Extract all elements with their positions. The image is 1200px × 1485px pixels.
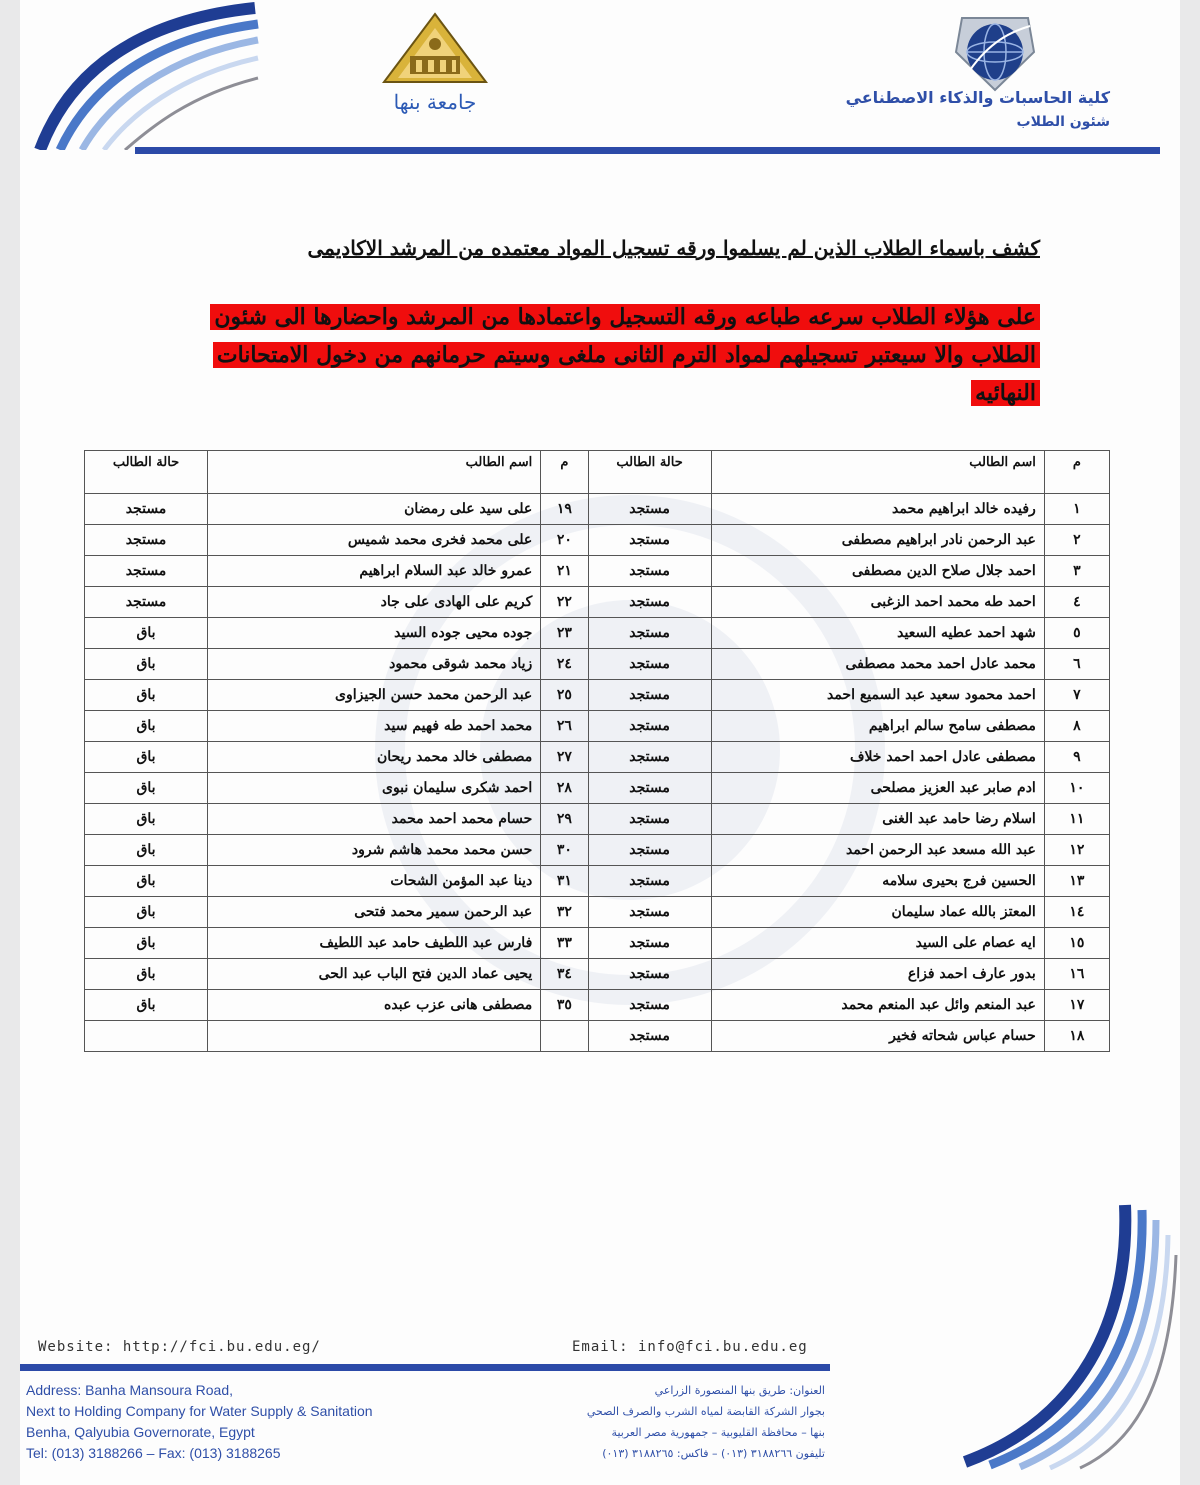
footer-address-line: Benha, Qalyubia Governorate, Egypt	[26, 1424, 255, 1440]
students-table	[84, 450, 1110, 1052]
col-header-status: حالة الطالب	[588, 451, 711, 494]
table-row	[85, 649, 1110, 680]
row-number: ٣٠	[541, 835, 588, 866]
student-status: باق	[85, 618, 208, 649]
student-status: مستجد	[588, 618, 711, 649]
student-status: باق	[85, 773, 208, 804]
student-name: المعتز بالله عماد سليمان	[711, 897, 1044, 928]
row-number: ٣١	[541, 866, 588, 897]
student-status: مستجد	[588, 835, 711, 866]
table-row	[85, 866, 1110, 897]
table-row	[85, 1021, 1110, 1052]
row-number: ١٤	[1044, 897, 1109, 928]
student-name: جوده محيى جوده السيد	[208, 618, 541, 649]
student-status: مستجد	[85, 556, 208, 587]
student-status: مستجد	[85, 587, 208, 618]
row-number: ٢٥	[541, 680, 588, 711]
table-row	[85, 711, 1110, 742]
table-row	[85, 804, 1110, 835]
table-row	[85, 556, 1110, 587]
student-status: مستجد	[588, 711, 711, 742]
student-name: عبد المنعم وائل عبد المنعم محمد	[711, 990, 1044, 1021]
student-name: عبد الرحمن محمد حسن الجيزاوى	[208, 680, 541, 711]
student-name: مصطفى هانى عزب عبده	[208, 990, 541, 1021]
row-number: ١٠	[1044, 773, 1109, 804]
col-header-name: اسم الطالب	[208, 451, 541, 494]
student-status: باق	[85, 649, 208, 680]
table-row	[85, 835, 1110, 866]
footer-phone-line: تليفون ٣١٨٨٢٦٦ (٠١٣) – فاكس: ٣١٨٨٢٦٥ (٠١٣)	[602, 1447, 825, 1460]
row-number: ٣٤	[541, 959, 588, 990]
header-divider	[135, 147, 1160, 154]
row-number	[541, 1021, 588, 1052]
student-status: مستجد	[588, 773, 711, 804]
student-name: ادم صابر عبد العزيز مصلحى	[711, 773, 1044, 804]
student-status: مستجد	[588, 990, 711, 1021]
footer-address-line: بجوار الشركة القابضة لمياه الشرب والصرف الصحي	[586, 1405, 825, 1418]
student-name: احمد جلال صلاح الدين مصطفى	[711, 556, 1044, 587]
student-name: على محمد فخرى محمد شميس	[208, 525, 541, 556]
row-number: ٢٢	[541, 587, 588, 618]
table-row	[85, 990, 1110, 1021]
student-name: حسن محمد محمد هاشم شرود	[208, 835, 541, 866]
footer-address-line: العنوان: طريق بنها المنصورة الزراعي	[654, 1384, 825, 1397]
student-name: رفيده خالد ابراهيم محمد	[711, 494, 1044, 525]
document-title: كشف باسماء الطلاب الذين لم يسلموا ورقه تسجيل المواد معتمده من المرشد الاكاديمى	[307, 236, 1040, 260]
row-number: ١٥	[1044, 928, 1109, 959]
row-number: ٢٨	[541, 773, 588, 804]
table-row	[85, 587, 1110, 618]
footer-phone-line: Tel: (013) 3188266 – Fax: (013) 3188265	[26, 1445, 281, 1461]
row-number: ٢٤	[541, 649, 588, 680]
department-name: شئون الطلاب	[1016, 114, 1110, 130]
student-status: مستجد	[588, 680, 711, 711]
row-number: ٢٧	[541, 742, 588, 773]
row-number: ١٣	[1044, 866, 1109, 897]
student-name: مصطفى سامح سالم ابراهيم	[711, 711, 1044, 742]
row-number: ٣٣	[541, 928, 588, 959]
row-number: ٣٢	[541, 897, 588, 928]
row-number: ١٢	[1044, 835, 1109, 866]
row-number: ١	[1044, 494, 1109, 525]
row-number: ٩	[1044, 742, 1109, 773]
student-status: باق	[85, 804, 208, 835]
student-name: حسام محمد احمد محمد	[208, 804, 541, 835]
student-status: مستجد	[588, 866, 711, 897]
student-name: محمد عادل احمد محمد مصطفى	[711, 649, 1044, 680]
footer-divider	[20, 1364, 830, 1371]
student-name: ايه عصام على السيد	[711, 928, 1044, 959]
student-name: بدور عارف احمد فزاع	[711, 959, 1044, 990]
student-status: مستجد	[588, 1021, 711, 1052]
table-row	[85, 928, 1110, 959]
students-table-body	[85, 494, 1110, 1052]
col-header-status: حالة الطالب	[85, 451, 208, 494]
student-status: مستجد	[588, 742, 711, 773]
student-name: احمد شكرى سليمان نبوى	[208, 773, 541, 804]
student-name: حسام عباس شحاته فخير	[711, 1021, 1044, 1052]
student-name: يحيى عماد الدين فتح الباب عبد الحى	[208, 959, 541, 990]
table-row	[85, 618, 1110, 649]
document-page	[20, 0, 1180, 1485]
col-header-name: اسم الطالب	[711, 451, 1044, 494]
student-status: مستجد	[85, 494, 208, 525]
footer-address-line: Address: Banha Mansoura Road,	[26, 1382, 234, 1398]
table-row	[85, 494, 1110, 525]
student-name: الحسين فرج بحيرى سلامه	[711, 866, 1044, 897]
table-row	[85, 897, 1110, 928]
student-status: باق	[85, 680, 208, 711]
student-status: مستجد	[588, 525, 711, 556]
row-number: ١٧	[1044, 990, 1109, 1021]
student-status: مستجد	[588, 649, 711, 680]
table-row	[85, 525, 1110, 556]
student-name: احمد محمود سعيد عبد السميع احمد	[711, 680, 1044, 711]
student-name: عبد الرحمن نادر ابراهيم مصطفى	[711, 525, 1044, 556]
row-number: ٢٦	[541, 711, 588, 742]
footer-website[interactable]: Website: http://fci.bu.edu.eg/	[38, 1339, 321, 1355]
warning-notice-text: على هؤلاء الطلاب سرعه طباعه ورقه التسجيل واعتمادها من المرشد واحضارها الى شئون الطلاب والا سيعتبر تسجيلهم لمواد الترم الثانى ملغى وسيتم حرمانهم من دخول الامتحانات النهائيه	[210, 304, 1040, 406]
table-row	[85, 959, 1110, 990]
student-status: مستجد	[588, 959, 711, 990]
student-status: باق	[85, 959, 208, 990]
benha-university-logo	[380, 12, 490, 84]
row-number: ٢٩	[541, 804, 588, 835]
student-name: شهد احمد عطيه السعيد	[711, 618, 1044, 649]
footer-address-english	[26, 1380, 373, 1464]
student-name	[208, 1021, 541, 1052]
footer-email[interactable]: Email: info@fci.bu.edu.eg	[572, 1339, 808, 1355]
student-name: عبد الرحمن سمير محمد فتحى	[208, 897, 541, 928]
student-status: باق	[85, 928, 208, 959]
row-number: ٣	[1044, 556, 1109, 587]
blue-swoosh-decoration	[30, 0, 260, 150]
row-number: ٨	[1044, 711, 1109, 742]
row-number: ٧	[1044, 680, 1109, 711]
row-number: ٢١	[541, 556, 588, 587]
col-header-number: م	[1044, 451, 1109, 494]
student-status: باق	[85, 742, 208, 773]
student-status: مستجد	[85, 525, 208, 556]
student-status: مستجد	[588, 587, 711, 618]
table-row	[85, 773, 1110, 804]
row-number: ٢	[1044, 525, 1109, 556]
student-status: مستجد	[588, 804, 711, 835]
warning-notice	[160, 298, 1040, 412]
col-header-number: م	[541, 451, 588, 494]
university-name: جامعة بنها	[393, 90, 477, 114]
blue-swoosh-decoration	[960, 1200, 1180, 1470]
student-name: على سيد على رمضان	[208, 494, 541, 525]
row-number: ٢٠	[541, 525, 588, 556]
row-number: ١٦	[1044, 959, 1109, 990]
row-number: ١٨	[1044, 1021, 1109, 1052]
student-name: فارس عبد اللطيف حامد عبد اللطيف	[208, 928, 541, 959]
student-status: باق	[85, 897, 208, 928]
student-name: محمد احمد طه فهيم سيد	[208, 711, 541, 742]
student-status: مستجد	[588, 928, 711, 959]
student-name: زياد محمد شوقى محمود	[208, 649, 541, 680]
student-status: باق	[85, 711, 208, 742]
student-status	[85, 1021, 208, 1052]
faculty-name: كلية الحاسبات والذكاء الاصطناعي	[845, 88, 1110, 107]
table-header-row	[85, 451, 1110, 494]
student-name: دينا عبد المؤمن الشحات	[208, 866, 541, 897]
table-row	[85, 742, 1110, 773]
footer-address-arabic	[490, 1380, 825, 1464]
row-number: ٦	[1044, 649, 1109, 680]
student-status: باق	[85, 990, 208, 1021]
student-name: كريم على الهادى على جاد	[208, 587, 541, 618]
row-number: ٥	[1044, 618, 1109, 649]
student-name: عمرو خالد عبد السلام ابراهيم	[208, 556, 541, 587]
student-name: مصطفى خالد محمد ريحان	[208, 742, 541, 773]
student-status: مستجد	[588, 556, 711, 587]
student-status: مستجد	[588, 897, 711, 928]
student-status: باق	[85, 835, 208, 866]
student-name: مصطفى عادل احمد احمد خلاف	[711, 742, 1044, 773]
row-number: ٢٣	[541, 618, 588, 649]
fci-globe-logo	[950, 12, 1040, 92]
row-number: ٣٥	[541, 990, 588, 1021]
table-row	[85, 680, 1110, 711]
student-name: احمد طه محمد احمد الزغبى	[711, 587, 1044, 618]
student-name: اسلام رضا حامد عبد الغنى	[711, 804, 1044, 835]
footer-address-line: بنها – محافظة القليوبية – جمهورية مصر العربية	[611, 1426, 825, 1439]
footer-address-line: Next to Holding Company for Water Supply & Sanitation	[26, 1403, 373, 1419]
row-number: ١١	[1044, 804, 1109, 835]
student-name: عبد الله مسعد عبد الرحمن احمد	[711, 835, 1044, 866]
row-number: ٤	[1044, 587, 1109, 618]
student-status: باق	[85, 866, 208, 897]
student-status: مستجد	[588, 494, 711, 525]
row-number: ١٩	[541, 494, 588, 525]
